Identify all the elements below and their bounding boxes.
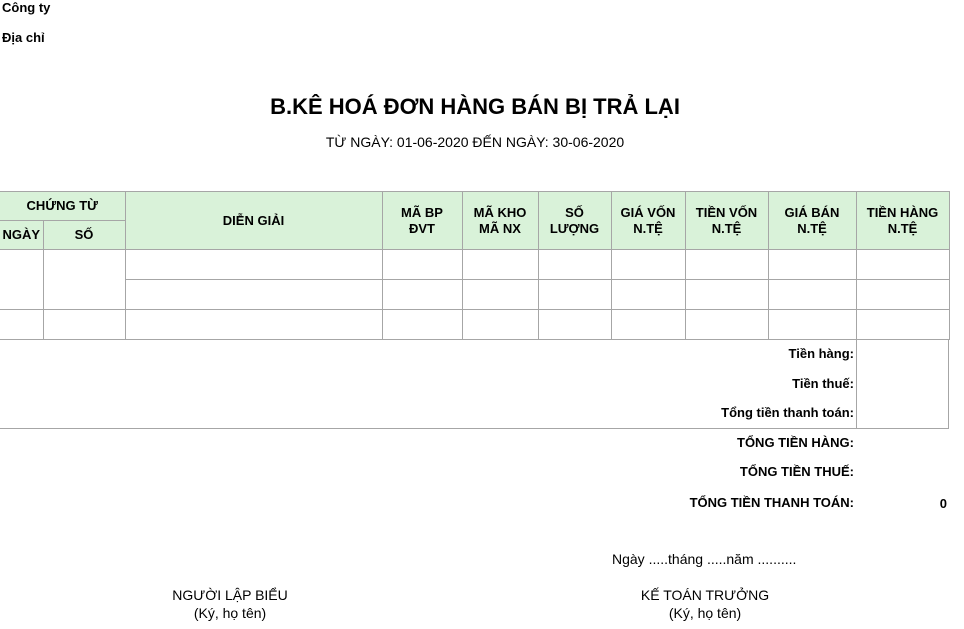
report-title: B.KÊ HOÁ ĐƠN HÀNG BÁN BỊ TRẢ LẠI: [270, 94, 680, 119]
col-header-so: SỐ: [43, 221, 125, 250]
preparer-title: NGƯỜI LẬP BIỂU: [172, 587, 288, 603]
subtotal-tien-thue-label: Tiền thuế:: [792, 376, 854, 391]
report-table: [0, 191, 950, 340]
col-header-line: LƯỢNG: [549, 220, 600, 236]
signature-date-line: Ngày .....tháng .....năm ..........: [612, 551, 797, 567]
address-label: Địa chỉ: [2, 30, 45, 45]
col-header-line: TIỀN HÀNG: [866, 204, 939, 220]
col-header-line: MÃ NX: [479, 220, 521, 236]
col-header-so-luong: [538, 192, 611, 250]
col-header-line: GIÁ VỐN: [620, 204, 676, 220]
col-header-ngay: NGÀY: [0, 221, 43, 250]
table-row: [0, 280, 949, 310]
total-tien-thue-label: TỔNG TIỀN THUẾ:: [739, 464, 854, 479]
col-header-line: ĐVT: [409, 220, 435, 236]
col-header-line: MÃ KHO: [473, 204, 527, 220]
col-header-line: N.TỆ: [711, 220, 742, 236]
col-header-line: SỐ: [565, 204, 584, 220]
col-header-tien-hang: [856, 192, 949, 250]
col-header-dien-giai: DIỄN GIẢI: [125, 192, 382, 250]
col-header-line: TIỀN VỐN: [695, 204, 758, 220]
company-label: Công ty: [2, 0, 51, 15]
col-header-line: N.TỆ: [633, 220, 663, 236]
table-row: [0, 310, 949, 340]
preparer-note: (Ký, họ tên): [193, 605, 267, 621]
subtotal-divider: [856, 339, 857, 428]
col-header-line: N.TỆ: [797, 220, 827, 236]
col-header-ma-bp: [382, 192, 462, 250]
col-header-ma-kho: [462, 192, 538, 250]
subtotal-right-border: [948, 339, 949, 428]
subtotal-bottom-border: [0, 428, 949, 429]
col-header-tien-von: [685, 192, 768, 250]
subtotal-tong-thanh-toan-label: Tổng tiền thanh toán:: [721, 405, 854, 420]
accountant-title: KẾ TOÁN TRƯỞNG: [640, 587, 770, 603]
col-header-chung-tu: CHỨNG TỪ: [0, 192, 125, 221]
accountant-note: (Ký, họ tên): [668, 605, 742, 621]
col-header-line: GIÁ BÁN: [784, 204, 840, 220]
total-tien-hang-label: TỔNG TIỀN HÀNG:: [737, 435, 854, 450]
subtotal-tien-hang-label: Tiền hàng:: [788, 346, 854, 361]
col-header-line: N.TỆ: [887, 220, 918, 236]
col-header-line: MÃ BP: [401, 204, 443, 220]
report-date-range: TỪ NGÀY: 01-06-2020 ĐẾN NGÀY: 30-06-2020: [325, 134, 625, 150]
total-thanh-toan-value: 0: [939, 496, 947, 511]
table-row: [0, 250, 949, 280]
col-header-gia-ban: [768, 192, 856, 250]
col-header-gia-von: [611, 192, 685, 250]
total-thanh-toan-label: TỔNG TIỀN THANH TOÁN:: [689, 495, 854, 510]
